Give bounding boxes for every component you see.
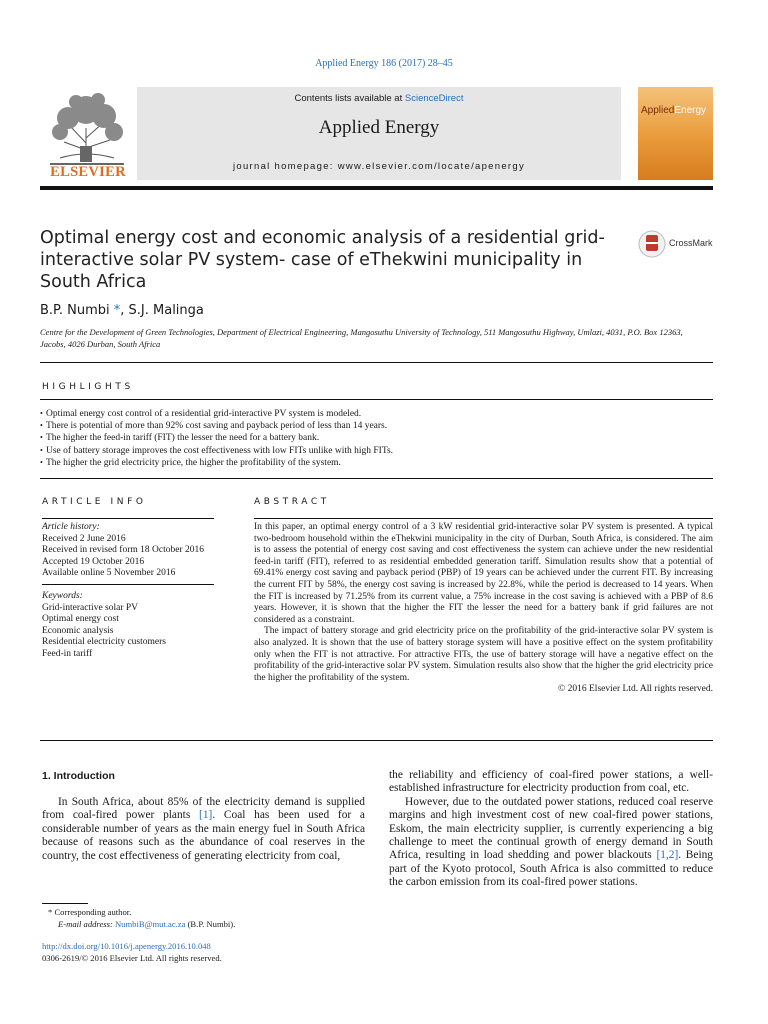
bullet-icon: • [40,445,43,455]
doi-link[interactable]: http://dx.doi.org/10.1016/j.apenergy.2016.10.048 [42,941,211,951]
journal-banner [137,87,621,180]
section-divider [42,518,214,519]
email-label: E-mail address: [58,919,115,929]
highlight-item: • There is potential of more than 92% cost saving and payback period of less than 14 years. [40,421,388,432]
author-list [40,303,204,318]
author-separator: , [120,303,129,318]
keyword-item: Optimal energy cost [42,614,119,624]
section-divider [40,740,713,741]
body-column-left [42,796,365,863]
homepage-prefix: journal homepage: [232,161,338,172]
bullet-icon: • [40,457,43,467]
keyword-item: Feed-in tariff [42,648,93,659]
history-item: Available online 5 November 2016 [42,568,176,578]
bullet-icon: • [40,409,43,418]
history-item: Received in revised form 18 October 2016 [42,545,204,555]
journal-name: Applied Energy [318,117,440,138]
author-affiliation: Centre for the Development of Green Technologies, Department of Electrical Engineering, Mangosuthu University of Technology, 511 Mangosuthu Highway, Umlazi, 4031, P.O. Box 12363, Jacobs, 4026 Durban, South Africa [40,327,683,349]
abstract-paragraph: In this paper, an optimal energy control of a 3 kW residential grid-interactive solar PV system is presented. A typical two-bedroom household within the eThekwini municipality in the city of Durban, South Africa, is considered. The aim is to assess the potential of energy cost saving and cost effectiveness the system can achieve under the new residential feed-in tariff (FIT), referred to as residential embedded generation tariff. Simulation results show that a potential of 69.41% energy cost saving and payback period (PBP) of 19 years can be achieved under the current FIT. By increasing the current FIT by 58%, the energy cost saving is increased by 22.8%, while the period is decreased to 14 years. When the FIT is increased by 71.25% from its current value, a 75% increase in the cost saving is achieved with a PBP of 8.6 years. However, it is shown that the higher the FIT the lesser the need for a battery bank if grid failures are not considered as a constraint. [254,522,713,625]
section-divider [254,518,713,519]
bullet-icon: • [40,433,43,443]
section-heading: 1. Introduction [42,770,115,782]
email-note [58,918,235,930]
history-item: Received 2 June 2016 [42,533,126,544]
highlight-item: • Optimal energy cost control of a residential grid-interactive PV system is modeled. [40,409,362,419]
crossmark-icon[interactable] [638,229,666,259]
highlight-item: • Use of battery storage improves the cost effectiveness with low FITs unlike with high FITs. [40,445,394,456]
history-item: Accepted 19 October 2016 [42,556,145,567]
email-link[interactable]: NumbiB@mut.ac.za [114,919,186,929]
section-divider [40,399,713,400]
keyword-item: Economic analysis [42,625,114,636]
section-divider [40,478,713,479]
article-history [42,522,214,580]
sciencedirect-link[interactable]: ScienceDirect [404,93,464,104]
body-paragraph: In South Africa, about 85% of the electricity demand is supplied from coal-fired power plants [1]. Coal has been used for a considerable number of years as the main energy fuel in South Africa because of reasons such as the abundance of coal reserves in the country, the cost effectiveness of generating electricity from coal, [42,796,365,862]
history-label: Article history: [42,522,100,532]
author-name: B.P. Numbi [40,303,110,318]
highlights-heading: HIGHLIGHTS [42,382,134,392]
abstract-paragraph: The impact of battery storage and grid electricity price on the profitability of the grid-interactive solar PV system is also analyzed. It is shown that the use of battery storage system will have a positive effect on the system profitability only when the FIT is not attractive. For attractive FITs, the use of battery storage will have a negative effect on the profitability of the grid-interactive solar PV system. Simulation results also show that the higher the grid electricity price the higher the profitability of the system. [254,626,713,683]
crossmark-label[interactable]: CrossMark [669,238,713,248]
footnote-text: Corresponding author. [54,907,132,917]
cover-title: AppliedEnergy [641,105,707,116]
highlight-item: • The higher the feed-in tariff (FIT) the lesser the need for a battery bank. [40,433,320,444]
footnote-mark: * [48,907,53,917]
contents-prefix: Contents lists available at [294,93,405,104]
article-title: Optimal energy cost and economic analysis of a residential grid-interactive solar PV system- case of eThekwini municipality in South Africa [40,228,605,292]
citation-link[interactable]: [1] [199,809,213,822]
journal-reference[interactable]: Applied Energy 186 (2017) 28–45 [315,58,453,69]
abstract-copyright: © 2016 Elsevier Ltd. All rights reserved. [558,684,713,695]
author-name: S.J. Malinga [128,303,204,318]
article-info-heading: ARTICLE INFO [42,497,147,507]
section-divider [42,584,214,585]
journal-homepage-line [137,161,621,172]
keyword-item: Residential electricity customers [42,637,166,647]
footnote-divider [42,903,88,904]
email-suffix: (B.P. Numbi). [185,919,236,929]
masthead-divider [40,186,713,190]
contents-available-line [137,93,621,104]
highlights-list [40,408,713,469]
keyword-item: Grid-interactive solar PV [42,602,139,613]
corresponding-author-note [48,906,131,918]
keywords-label: Keywords: [42,591,83,601]
abstract-heading: ABSTRACT [254,497,330,507]
body-paragraph: the reliability and efficiency of coal-fired power stations, a well-established infrastructure for electricity production from coal, etc. [389,769,713,795]
bullet-icon: • [40,421,43,431]
keywords [42,591,214,660]
highlight-item: • The higher the grid electricity price, the higher the profitability of the system. [40,457,341,468]
abstract-body [254,522,713,696]
body-paragraph: However, due to the outdated power stations, reduced coal reserve margins and high investment cost of new coal-fired power stations, Eskom, the main electricity supplier, is currently experiencing a big challenge to meet the continual growth of energy demand in South Africa, resulting in load shedding and power blackouts [1,2]. Being part of the Kyoto protocol, South Africa is also committed to reduce the carbon emission from its coal-fired power stations. [389,795,714,889]
homepage-url[interactable]: www.elsevier.com/locate/apenergy [337,161,526,172]
citation-link[interactable]: [1,2] [656,849,679,862]
issn-line: 0306-2619/© 2016 Elsevier Ltd. All rights reserved. [42,953,222,963]
corresponding-author-mark[interactable]: * [113,303,121,318]
section-divider [40,362,713,363]
journal-cover-thumbnail[interactable] [638,87,713,180]
publisher-wordmark: ELSEVIER [50,164,126,180]
body-column-right [389,769,713,890]
